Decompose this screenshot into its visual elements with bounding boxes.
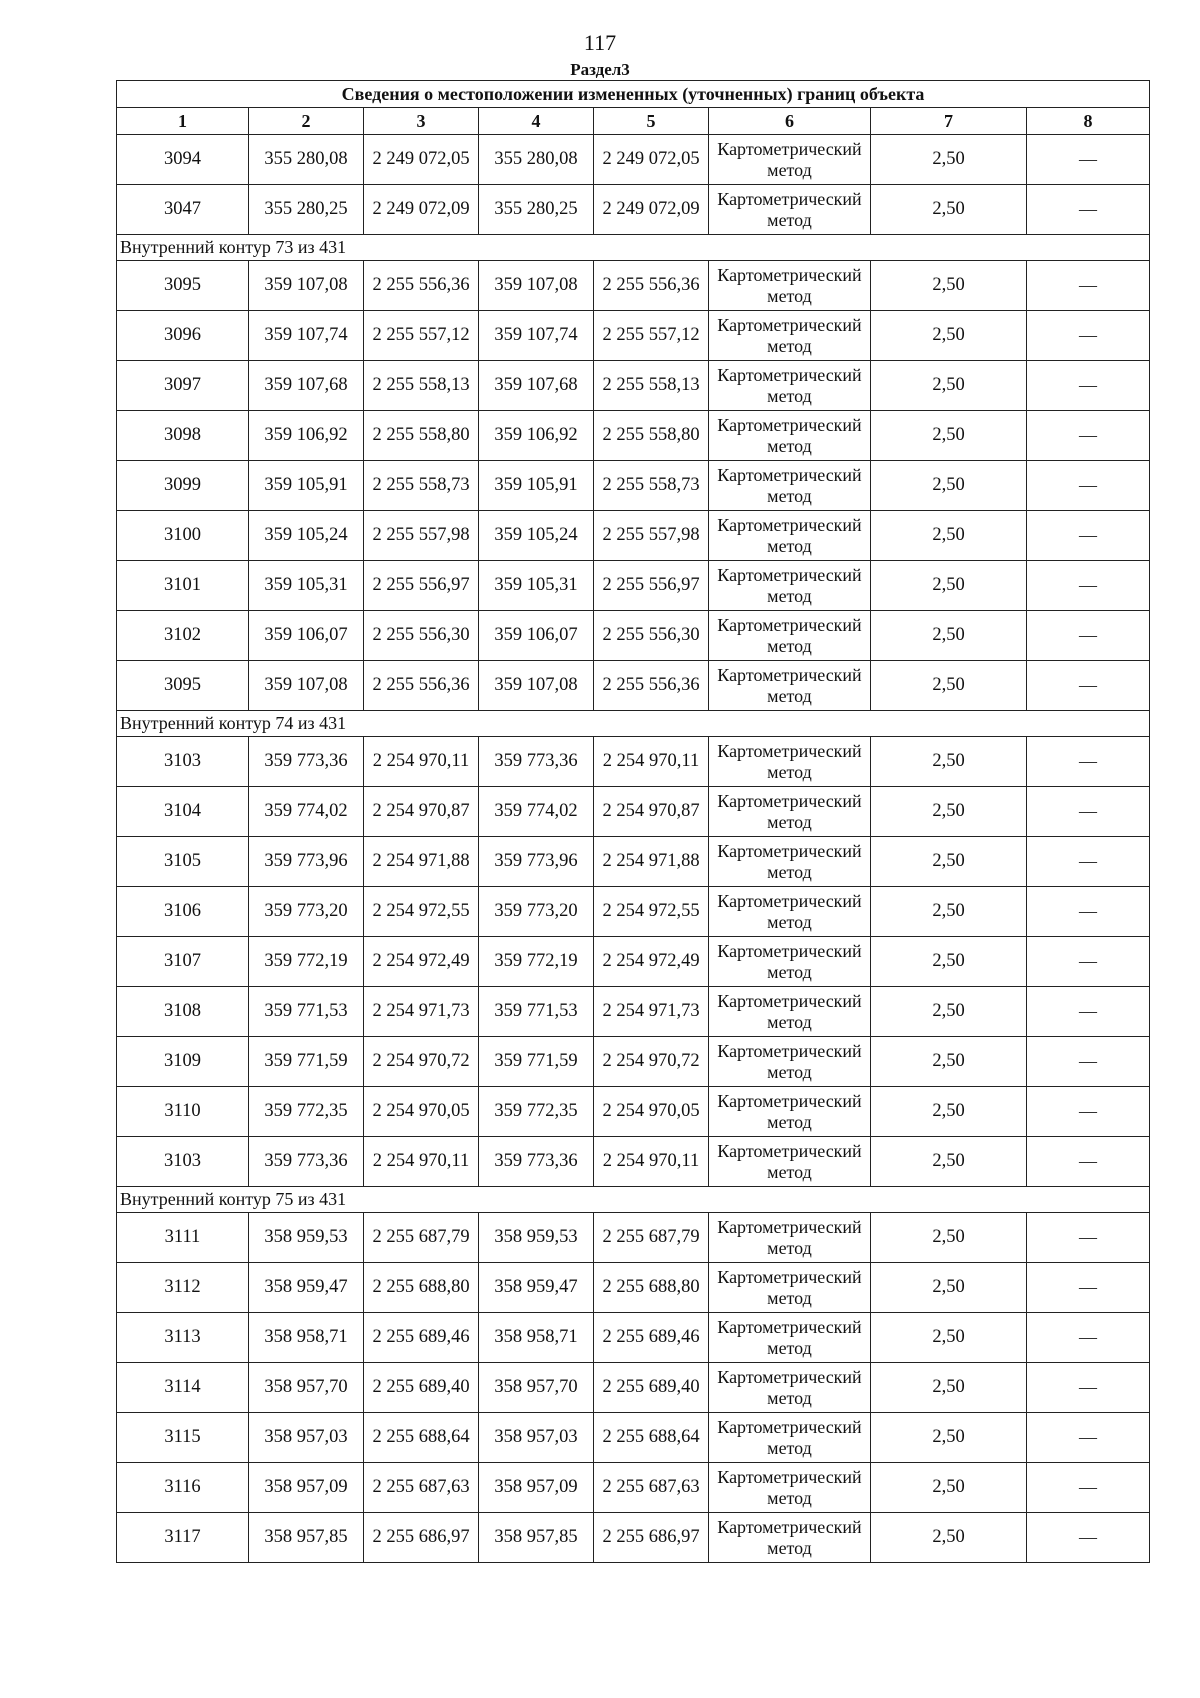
description-cell: — [1027,661,1150,711]
accuracy-cell: 2,50 [871,511,1027,561]
point-number-cell: 3047 [117,185,249,235]
method-cell: Картометрический метод [709,511,871,561]
accuracy-cell: 2,50 [871,1037,1027,1087]
x-new-cell: 358 957,09 [479,1463,594,1513]
table-caption: Сведения о местоположении измененных (уточненных) границ объекта [117,81,1150,108]
table-row [117,1463,1150,1513]
accuracy-cell: 2,50 [871,1363,1027,1413]
point-number-cell: 3108 [117,987,249,1037]
point-number-cell: 3116 [117,1463,249,1513]
table-row [117,661,1150,711]
table-row [117,311,1150,361]
point-number-cell: 3101 [117,561,249,611]
point-number-cell: 3109 [117,1037,249,1087]
y-old-cell: 2 255 558,80 [364,411,479,461]
description-cell: — [1027,611,1150,661]
column-number: 7 [871,108,1027,135]
method-cell: Картометрический метод [709,1363,871,1413]
y-old-cell: 2 255 689,46 [364,1313,479,1363]
point-number-cell: 3105 [117,837,249,887]
accuracy-cell: 2,50 [871,1137,1027,1187]
x-old-cell: 359 105,31 [249,561,364,611]
y-new-cell: 2 254 970,11 [594,737,709,787]
x-old-cell: 358 957,70 [249,1363,364,1413]
table-row [117,787,1150,837]
description-cell: — [1027,987,1150,1037]
point-number-cell: 3115 [117,1413,249,1463]
x-old-cell: 359 771,53 [249,987,364,1037]
x-new-cell: 359 105,91 [479,461,594,511]
x-old-cell: 359 107,74 [249,311,364,361]
y-new-cell: 2 255 689,40 [594,1363,709,1413]
y-old-cell: 2 254 971,88 [364,837,479,887]
x-old-cell: 359 105,24 [249,511,364,561]
method-cell: Картометрический метод [709,1037,871,1087]
y-new-cell: 2 255 557,98 [594,511,709,561]
description-cell: — [1027,311,1150,361]
x-old-cell: 359 105,91 [249,461,364,511]
point-number-cell: 3098 [117,411,249,461]
method-cell: Картометрический метод [709,1463,871,1513]
y-old-cell: 2 255 688,80 [364,1263,479,1313]
description-cell: — [1027,1263,1150,1313]
accuracy-cell: 2,50 [871,1413,1027,1463]
y-new-cell: 2 254 970,87 [594,787,709,837]
point-number-cell: 3107 [117,937,249,987]
y-new-cell: 2 255 687,63 [594,1463,709,1513]
y-new-cell: 2 255 556,36 [594,661,709,711]
table-row [117,511,1150,561]
description-cell: — [1027,411,1150,461]
y-old-cell: 2 255 556,36 [364,661,479,711]
x-new-cell: 359 106,07 [479,611,594,661]
description-cell: — [1027,1137,1150,1187]
table-row [117,1137,1150,1187]
y-new-cell: 2 254 971,73 [594,987,709,1037]
accuracy-cell: 2,50 [871,461,1027,511]
x-old-cell: 359 107,68 [249,361,364,411]
point-number-cell: 3095 [117,261,249,311]
x-old-cell: 359 774,02 [249,787,364,837]
column-number: 1 [117,108,249,135]
x-new-cell: 359 771,59 [479,1037,594,1087]
x-new-cell: 358 959,53 [479,1213,594,1263]
y-new-cell: 2 255 688,80 [594,1263,709,1313]
description-cell: — [1027,135,1150,185]
method-cell: Картометрический метод [709,1413,871,1463]
table-caption-row [117,81,1150,108]
y-old-cell: 2 255 687,63 [364,1463,479,1513]
method-cell: Картометрический метод [709,311,871,361]
column-number: 3 [364,108,479,135]
x-new-cell: 359 107,74 [479,311,594,361]
contour-label: Внутренний контур 73 из 431 [117,235,1150,261]
method-cell: Картометрический метод [709,1137,871,1187]
point-number-cell: 3112 [117,1263,249,1313]
x-old-cell: 358 958,71 [249,1313,364,1363]
x-old-cell: 359 106,07 [249,611,364,661]
x-new-cell: 359 105,31 [479,561,594,611]
y-old-cell: 2 255 688,64 [364,1413,479,1463]
description-cell: — [1027,1213,1150,1263]
y-old-cell: 2 255 556,30 [364,611,479,661]
y-new-cell: 2 255 689,46 [594,1313,709,1363]
table-row [117,1413,1150,1463]
y-old-cell: 2 255 689,40 [364,1363,479,1413]
x-new-cell: 359 106,92 [479,411,594,461]
x-old-cell: 358 957,09 [249,1463,364,1513]
x-old-cell: 359 773,36 [249,1137,364,1187]
method-cell: Картометрический метод [709,135,871,185]
method-cell: Картометрический метод [709,737,871,787]
accuracy-cell: 2,50 [871,887,1027,937]
x-new-cell: 359 107,68 [479,361,594,411]
description-cell: — [1027,737,1150,787]
table-row [117,937,1150,987]
point-number-cell: 3103 [117,1137,249,1187]
x-old-cell: 359 771,59 [249,1037,364,1087]
x-new-cell: 359 107,08 [479,661,594,711]
accuracy-cell: 2,50 [871,1263,1027,1313]
accuracy-cell: 2,50 [871,937,1027,987]
method-cell: Картометрический метод [709,1263,871,1313]
y-old-cell: 2 255 686,97 [364,1513,479,1563]
description-cell: — [1027,1513,1150,1563]
column-number: 5 [594,108,709,135]
contour-label: Внутренний контур 74 из 431 [117,711,1150,737]
y-new-cell: 2 249 072,05 [594,135,709,185]
table-row [117,837,1150,887]
y-old-cell: 2 254 970,05 [364,1087,479,1137]
table-row [117,887,1150,937]
accuracy-cell: 2,50 [871,1213,1027,1263]
x-new-cell: 359 772,19 [479,937,594,987]
table-row [117,1313,1150,1363]
x-new-cell: 359 773,20 [479,887,594,937]
description-cell: — [1027,361,1150,411]
y-new-cell: 2 255 556,36 [594,261,709,311]
y-new-cell: 2 255 558,80 [594,411,709,461]
description-cell: — [1027,1363,1150,1413]
x-new-cell: 359 771,53 [479,987,594,1037]
table-row [117,737,1150,787]
point-number-cell: 3102 [117,611,249,661]
y-old-cell: 2 255 558,73 [364,461,479,511]
y-new-cell: 2 254 970,05 [594,1087,709,1137]
description-cell: — [1027,561,1150,611]
table-row [117,611,1150,661]
y-old-cell: 2 254 970,11 [364,1137,479,1187]
y-old-cell: 2 254 972,49 [364,937,479,987]
x-old-cell: 358 959,53 [249,1213,364,1263]
y-old-cell: 2 255 556,97 [364,561,479,611]
table-row [117,1037,1150,1087]
accuracy-cell: 2,50 [871,361,1027,411]
method-cell: Картометрический метод [709,411,871,461]
x-new-cell: 358 958,71 [479,1313,594,1363]
method-cell: Картометрический метод [709,185,871,235]
y-new-cell: 2 255 556,97 [594,561,709,611]
x-new-cell: 359 772,35 [479,1087,594,1137]
point-number-cell: 3117 [117,1513,249,1563]
method-cell: Картометрический метод [709,361,871,411]
y-new-cell: 2 255 688,64 [594,1413,709,1463]
description-cell: — [1027,937,1150,987]
method-cell: Картометрический метод [709,611,871,661]
x-old-cell: 359 107,08 [249,261,364,311]
table-row [117,561,1150,611]
description-cell: — [1027,261,1150,311]
point-number-cell: 3104 [117,787,249,837]
description-cell: — [1027,787,1150,837]
accuracy-cell: 2,50 [871,661,1027,711]
point-number-cell: 3111 [117,1213,249,1263]
point-number-cell: 3100 [117,511,249,561]
table-row [117,1513,1150,1563]
point-number-cell: 3106 [117,887,249,937]
boundary-points-table [116,80,1150,1563]
y-new-cell: 2 254 971,88 [594,837,709,887]
x-new-cell: 359 773,36 [479,737,594,787]
point-number-cell: 3095 [117,661,249,711]
description-cell: — [1027,1087,1150,1137]
description-cell: — [1027,1313,1150,1363]
accuracy-cell: 2,50 [871,787,1027,837]
column-number-row [117,108,1150,135]
description-cell: — [1027,837,1150,887]
method-cell: Картометрический метод [709,561,871,611]
y-new-cell: 2 254 970,11 [594,1137,709,1187]
accuracy-cell: 2,50 [871,561,1027,611]
y-old-cell: 2 255 557,98 [364,511,479,561]
y-old-cell: 2 254 971,73 [364,987,479,1037]
y-old-cell: 2 254 970,87 [364,787,479,837]
point-number-cell: 3114 [117,1363,249,1413]
x-new-cell: 355 280,25 [479,185,594,235]
contour-header-row [117,235,1150,261]
y-old-cell: 2 254 972,55 [364,887,479,937]
y-old-cell: 2 255 558,13 [364,361,479,411]
y-new-cell: 2 255 686,97 [594,1513,709,1563]
x-old-cell: 359 773,36 [249,737,364,787]
y-old-cell: 2 255 557,12 [364,311,479,361]
table-row [117,411,1150,461]
y-old-cell: 2 249 072,05 [364,135,479,185]
x-new-cell: 358 957,85 [479,1513,594,1563]
x-old-cell: 358 957,85 [249,1513,364,1563]
x-old-cell: 358 959,47 [249,1263,364,1313]
method-cell: Картометрический метод [709,887,871,937]
x-old-cell: 359 107,08 [249,661,364,711]
x-new-cell: 355 280,08 [479,135,594,185]
contour-header-row [117,1187,1150,1213]
description-cell: — [1027,1037,1150,1087]
point-number-cell: 3113 [117,1313,249,1363]
accuracy-cell: 2,50 [871,1513,1027,1563]
x-old-cell: 359 773,20 [249,887,364,937]
accuracy-cell: 2,50 [871,1087,1027,1137]
description-cell: — [1027,185,1150,235]
point-number-cell: 3097 [117,361,249,411]
table-row [117,461,1150,511]
accuracy-cell: 2,50 [871,135,1027,185]
table-row [117,185,1150,235]
method-cell: Картометрический метод [709,987,871,1037]
column-number: 4 [479,108,594,135]
accuracy-cell: 2,50 [871,611,1027,661]
accuracy-cell: 2,50 [871,185,1027,235]
description-cell: — [1027,1413,1150,1463]
table-row [117,361,1150,411]
method-cell: Картометрический метод [709,1513,871,1563]
y-new-cell: 2 255 557,12 [594,311,709,361]
accuracy-cell: 2,50 [871,311,1027,361]
x-old-cell: 359 106,92 [249,411,364,461]
x-old-cell: 358 957,03 [249,1413,364,1463]
x-old-cell: 359 772,19 [249,937,364,987]
section-title: Раздел3 [570,60,630,79]
y-old-cell: 2 254 970,72 [364,1037,479,1087]
table-row [117,1363,1150,1413]
accuracy-cell: 2,50 [871,987,1027,1037]
method-cell: Картометрический метод [709,1087,871,1137]
column-number: 2 [249,108,364,135]
x-new-cell: 358 959,47 [479,1263,594,1313]
table-row [117,1263,1150,1313]
description-cell: — [1027,1463,1150,1513]
y-new-cell: 2 254 970,72 [594,1037,709,1087]
page-number: 117 [583,30,617,55]
description-cell: — [1027,511,1150,561]
y-old-cell: 2 255 687,79 [364,1213,479,1263]
table-row [117,987,1150,1037]
x-old-cell: 355 280,25 [249,185,364,235]
description-cell: — [1027,887,1150,937]
y-old-cell: 2 249 072,09 [364,185,479,235]
accuracy-cell: 2,50 [871,411,1027,461]
x-old-cell: 355 280,08 [249,135,364,185]
method-cell: Картометрический метод [709,661,871,711]
point-number-cell: 3099 [117,461,249,511]
accuracy-cell: 2,50 [871,837,1027,887]
description-cell: — [1027,461,1150,511]
y-new-cell: 2 255 556,30 [594,611,709,661]
accuracy-cell: 2,50 [871,1313,1027,1363]
table-body [117,81,1150,1563]
column-number: 8 [1027,108,1150,135]
point-number-cell: 3096 [117,311,249,361]
x-old-cell: 359 772,35 [249,1087,364,1137]
x-new-cell: 358 957,70 [479,1363,594,1413]
y-old-cell: 2 254 970,11 [364,737,479,787]
accuracy-cell: 2,50 [871,1463,1027,1513]
method-cell: Картометрический метод [709,937,871,987]
point-number-cell: 3094 [117,135,249,185]
table-row [117,261,1150,311]
contour-label: Внутренний контур 75 из 431 [117,1187,1150,1213]
table-row [117,135,1150,185]
x-new-cell: 359 773,96 [479,837,594,887]
x-new-cell: 359 105,24 [479,511,594,561]
y-new-cell: 2 254 972,55 [594,887,709,937]
method-cell: Картометрический метод [709,787,871,837]
y-new-cell: 2 255 558,13 [594,361,709,411]
x-new-cell: 359 774,02 [479,787,594,837]
y-new-cell: 2 249 072,09 [594,185,709,235]
y-new-cell: 2 255 558,73 [594,461,709,511]
y-old-cell: 2 255 556,36 [364,261,479,311]
x-old-cell: 359 773,96 [249,837,364,887]
point-number-cell: 3103 [117,737,249,787]
method-cell: Картометрический метод [709,1313,871,1363]
table-row [117,1087,1150,1137]
table-row [117,1213,1150,1263]
y-new-cell: 2 255 687,79 [594,1213,709,1263]
accuracy-cell: 2,50 [871,737,1027,787]
point-number-cell: 3110 [117,1087,249,1137]
method-cell: Картометрический метод [709,837,871,887]
y-new-cell: 2 254 972,49 [594,937,709,987]
method-cell: Картометрический метод [709,1213,871,1263]
column-number: 6 [709,108,871,135]
method-cell: Картометрический метод [709,461,871,511]
accuracy-cell: 2,50 [871,261,1027,311]
method-cell: Картометрический метод [709,261,871,311]
x-new-cell: 358 957,03 [479,1413,594,1463]
x-new-cell: 359 773,36 [479,1137,594,1187]
x-new-cell: 359 107,08 [479,261,594,311]
contour-header-row [117,711,1150,737]
